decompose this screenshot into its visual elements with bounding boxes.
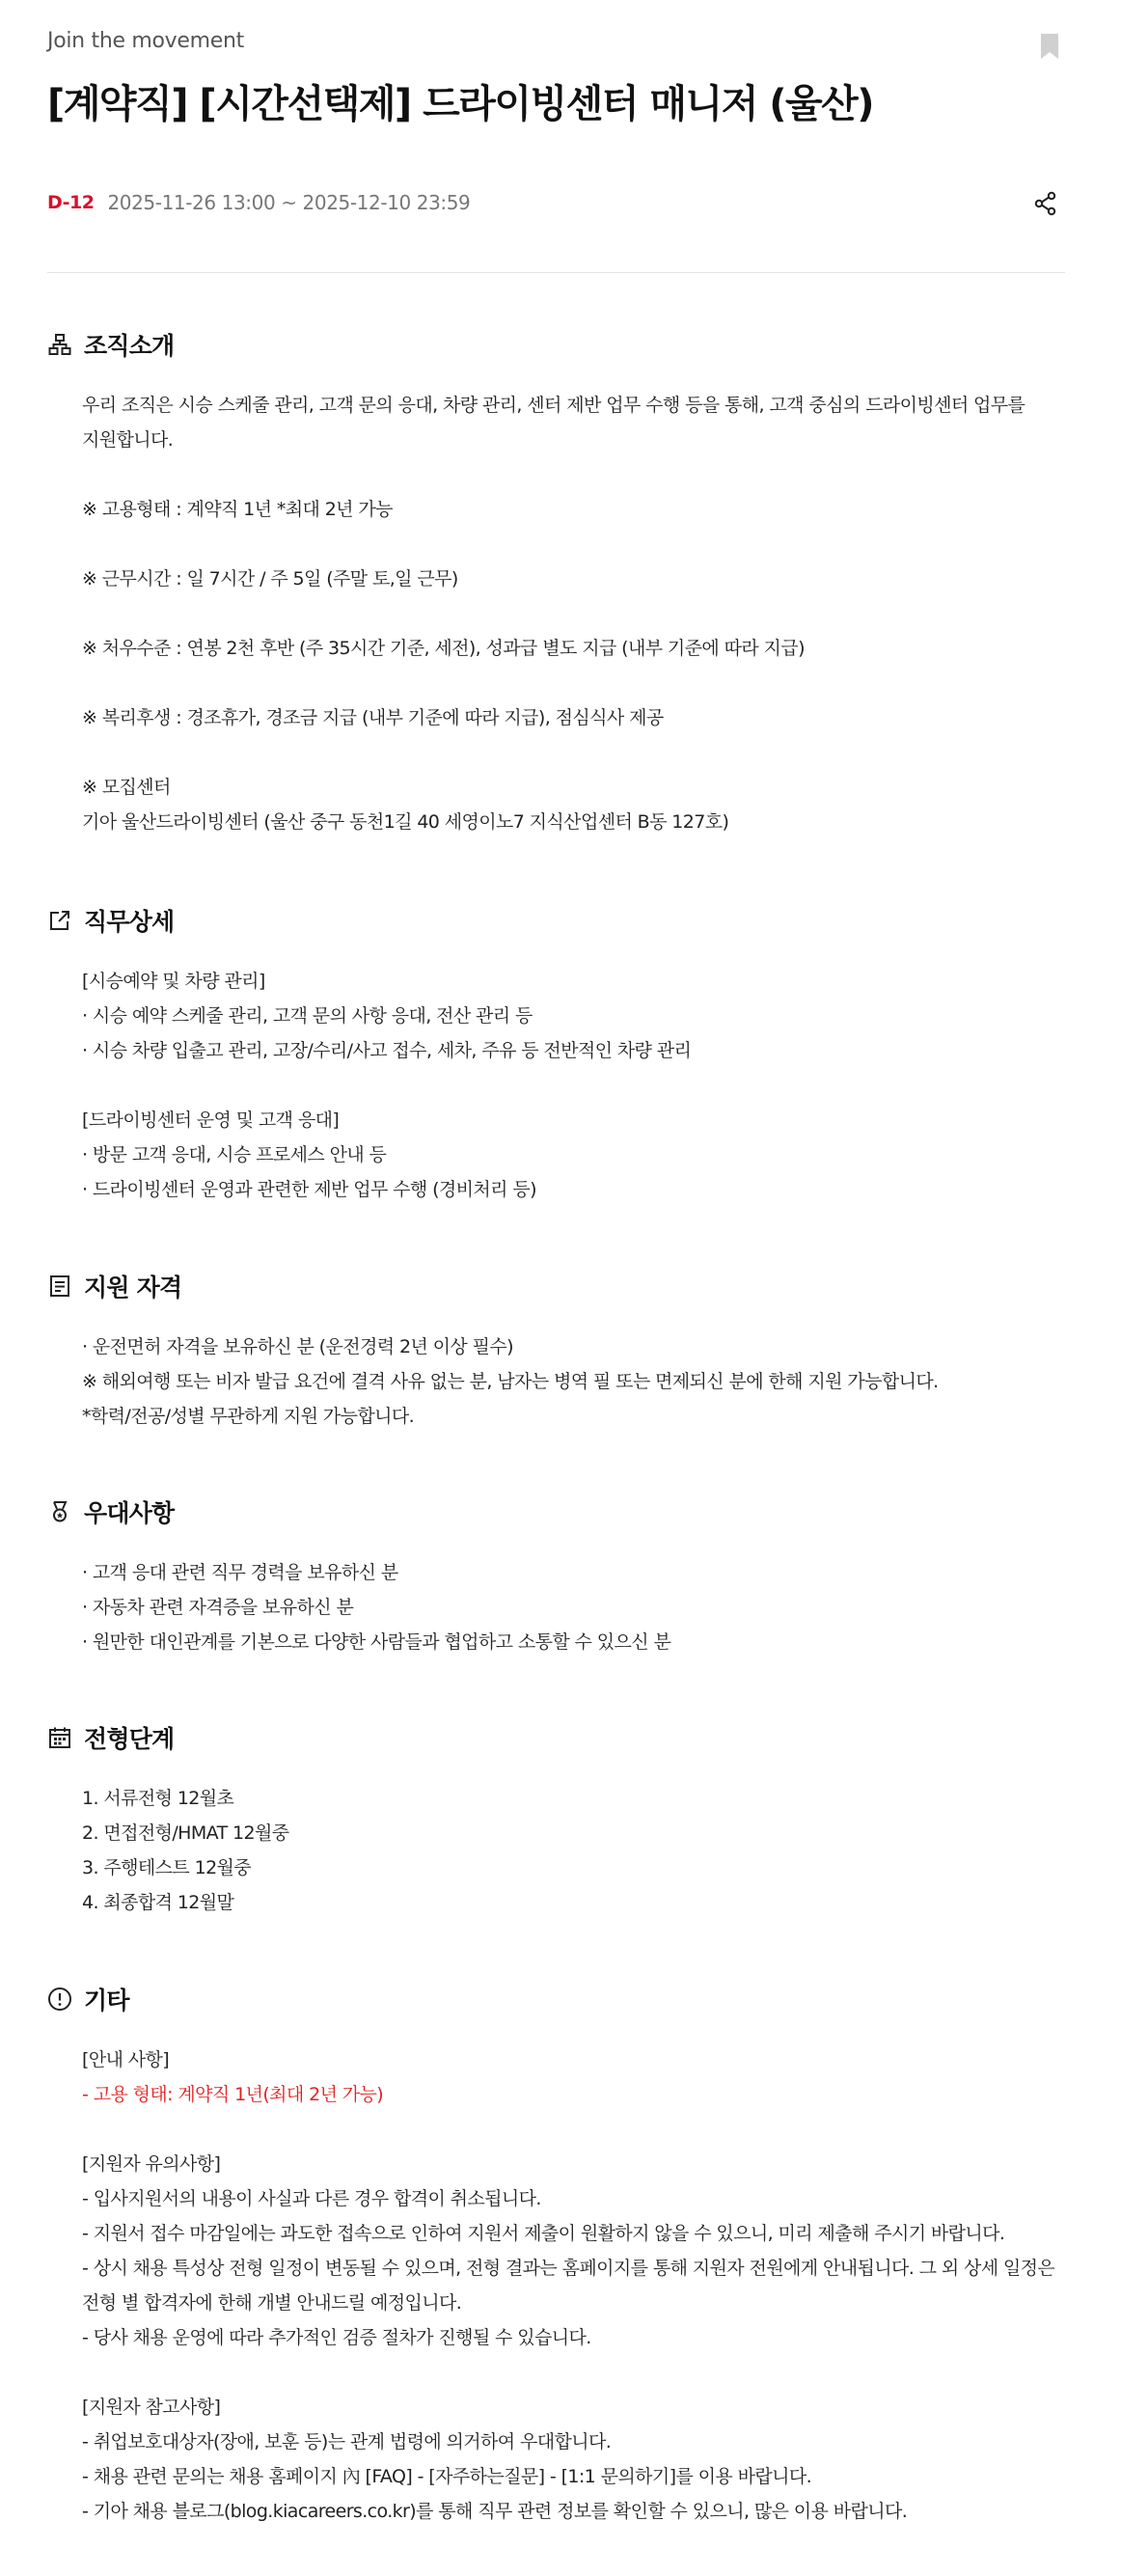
section-header bbox=[47, 1494, 1070, 1529]
body-line: - 당사 채용 운영에 따라 추가적인 검증 절차가 진행될 수 있습니다. bbox=[82, 2327, 591, 2348]
section-title: 조직소개 bbox=[84, 332, 175, 360]
body-line: [시승예약 및 차량 관리] bbox=[82, 971, 265, 992]
body-line: - 지원서 접수 마감일에는 과도한 접속으로 인하여 지원서 제출이 원활하지 않을 수 있으니, 미리 제출해 주시기 바랍니다. bbox=[82, 2223, 1005, 2244]
section-qualification bbox=[47, 1269, 1070, 1434]
section-body bbox=[82, 2042, 1070, 2529]
calendar-icon bbox=[47, 1725, 72, 1750]
body-line: 기아 울산드라이빙센터 (울산 중구 동천1길 40 세영이노7 지식산업센터 B동 127호) bbox=[82, 811, 729, 833]
award-icon bbox=[47, 1499, 72, 1524]
share-icon[interactable] bbox=[1034, 190, 1057, 217]
section-title: 지원 자격 bbox=[84, 1274, 182, 1302]
section-title: 기타 bbox=[84, 1987, 129, 2014]
body-line: 2. 면접전형/HMAT 12월중 bbox=[82, 1822, 289, 1844]
section-duty bbox=[47, 903, 1070, 1207]
body-line: [지원자 참고사항] bbox=[82, 2397, 221, 2418]
page-title: [계약직] [시간선택제] 드라이빙센터 매니저 (울산) bbox=[47, 82, 874, 126]
body-line: ※ 고용형태 : 계약직 1년 *최대 2년 가능 bbox=[82, 499, 393, 520]
section-title: 우대사항 bbox=[84, 1499, 175, 1527]
body-line: *학력/전공/성별 무관하게 지원 가능합니다. bbox=[82, 1406, 415, 1427]
body-line: 우리 조직은 시승 스케줄 관리, 고객 문의 응대, 차량 관리, 센터 제반 업무 수행 등을 통해, 고객 중심의 드라이빙센터 업무를 지원합니다. bbox=[82, 395, 1025, 451]
section-etc bbox=[47, 1982, 1070, 2529]
section-header bbox=[47, 903, 1070, 938]
body-line: 1. 서류전형 12월초 bbox=[82, 1788, 234, 1809]
body-line: · 운전면허 자격을 보유하신 분 (운전경력 2년 이상 필수) bbox=[82, 1336, 513, 1357]
document-icon bbox=[47, 1274, 72, 1299]
section-body bbox=[82, 1329, 1070, 1434]
org-chart-icon bbox=[47, 332, 72, 357]
eyebrow-text: Join the movement bbox=[47, 29, 244, 53]
body-line: ※ 해외여행 또는 비자 발급 요건에 결격 사유 없는 분, 남자는 병역 필 또는 면제되신 분에 한해 지원 가능합니다. bbox=[82, 1371, 939, 1392]
header-divider bbox=[47, 272, 1065, 273]
body-line: · 방문 고객 응대, 시승 프로세스 안내 등 bbox=[82, 1144, 387, 1165]
section-title: 직무상세 bbox=[84, 908, 175, 936]
body-line: ※ 모집센터 bbox=[82, 777, 171, 798]
section-header bbox=[47, 327, 1070, 362]
body-line: - 취업보호대상자(장애, 보훈 등)는 관계 법령에 의거하여 우대합니다. bbox=[82, 2431, 612, 2453]
section-header bbox=[47, 1269, 1070, 1303]
notice-line: - 고용 형태: 계약직 1년(최대 2년 가능) bbox=[82, 2084, 384, 2105]
body-line: - 기아 채용 블로그(blog.kiacareers.co.kr)를 통해 직무 관련 정보를 확인할 수 있으니, 많은 이용 바랍니다. bbox=[82, 2501, 908, 2522]
body-line: [안내 사항] bbox=[82, 2049, 170, 2070]
section-body bbox=[82, 1555, 1070, 1659]
external-link-icon bbox=[47, 908, 72, 933]
body-line: [드라이빙센터 운영 및 고객 응대] bbox=[82, 1110, 340, 1131]
body-line: · 드라이빙센터 운영과 관련한 제반 업무 수행 (경비처리 등) bbox=[82, 1179, 536, 1200]
body-line: ※ 처우수준 : 연봉 2천 후반 (주 35시간 기준, 세전), 성과급 별도 지급 (내부 기준에 따라 지급) bbox=[82, 638, 805, 659]
dday-badge: D-12 bbox=[47, 192, 95, 213]
body-line: · 원만한 대인관계를 기본으로 다양한 사람들과 협업하고 소통할 수 있으신 분 bbox=[82, 1631, 671, 1653]
info-circle-icon bbox=[47, 1987, 72, 2012]
body-line: · 시승 예약 스케줄 관리, 고객 문의 사항 응대, 전산 관리 등 bbox=[82, 1005, 533, 1027]
body-line: [지원자 유의사항] bbox=[82, 2153, 221, 2175]
section-steps bbox=[47, 1720, 1070, 1920]
section-body bbox=[82, 388, 1070, 839]
body-line: 4. 최종합격 12월말 bbox=[82, 1892, 234, 1913]
posting-meta bbox=[47, 191, 470, 214]
body-line: - 입사지원서의 내용이 사실과 다른 경우 합격이 취소됩니다. bbox=[82, 2188, 541, 2209]
section-title: 전형단계 bbox=[84, 1725, 175, 1753]
body-line: ※ 근무시간 : 일 7시간 / 주 5일 (주말 토,일 근무) bbox=[82, 568, 458, 589]
section-body bbox=[82, 964, 1070, 1207]
posting-period: 2025-11-26 13:00 ~ 2025-12-10 23:59 bbox=[107, 191, 471, 214]
body-line: · 고객 응대 관련 직무 경력을 보유하신 분 bbox=[82, 1562, 398, 1583]
section-org bbox=[47, 327, 1070, 839]
section-preferred bbox=[47, 1494, 1070, 1659]
body-line: · 자동차 관련 자격증을 보유하신 분 bbox=[82, 1597, 354, 1618]
section-body bbox=[82, 1781, 1070, 1920]
body-line: - 채용 관련 문의는 채용 홈페이지 內 [FAQ] - [자주하는질문] - [1:1 문의하기]를 이용 바랍니다. bbox=[82, 2466, 812, 2487]
body-line: ※ 복리후생 : 경조휴가, 경조금 지급 (내부 기준에 따라 지급), 점심식사 제공 bbox=[82, 707, 664, 728]
body-line: 3. 주행테스트 12월중 bbox=[82, 1857, 252, 1878]
body-line: - 상시 채용 특성상 전형 일정이 변동될 수 있으며, 전형 결과는 홈페이지를 통해 지원자 전원에게 안내됩니다. 그 외 상세 일정은 전형 별 합격자에 한해 개별 안내드릴 예정입니다. bbox=[82, 2258, 1055, 2314]
section-header bbox=[47, 1720, 1070, 1755]
section-header bbox=[47, 1982, 1070, 2016]
body-line: · 시승 차량 입출고 관리, 고장/수리/사고 접수, 세차, 주유 등 전반적인 차량 관리 bbox=[82, 1040, 692, 1061]
bookmark-icon[interactable] bbox=[1039, 33, 1060, 60]
